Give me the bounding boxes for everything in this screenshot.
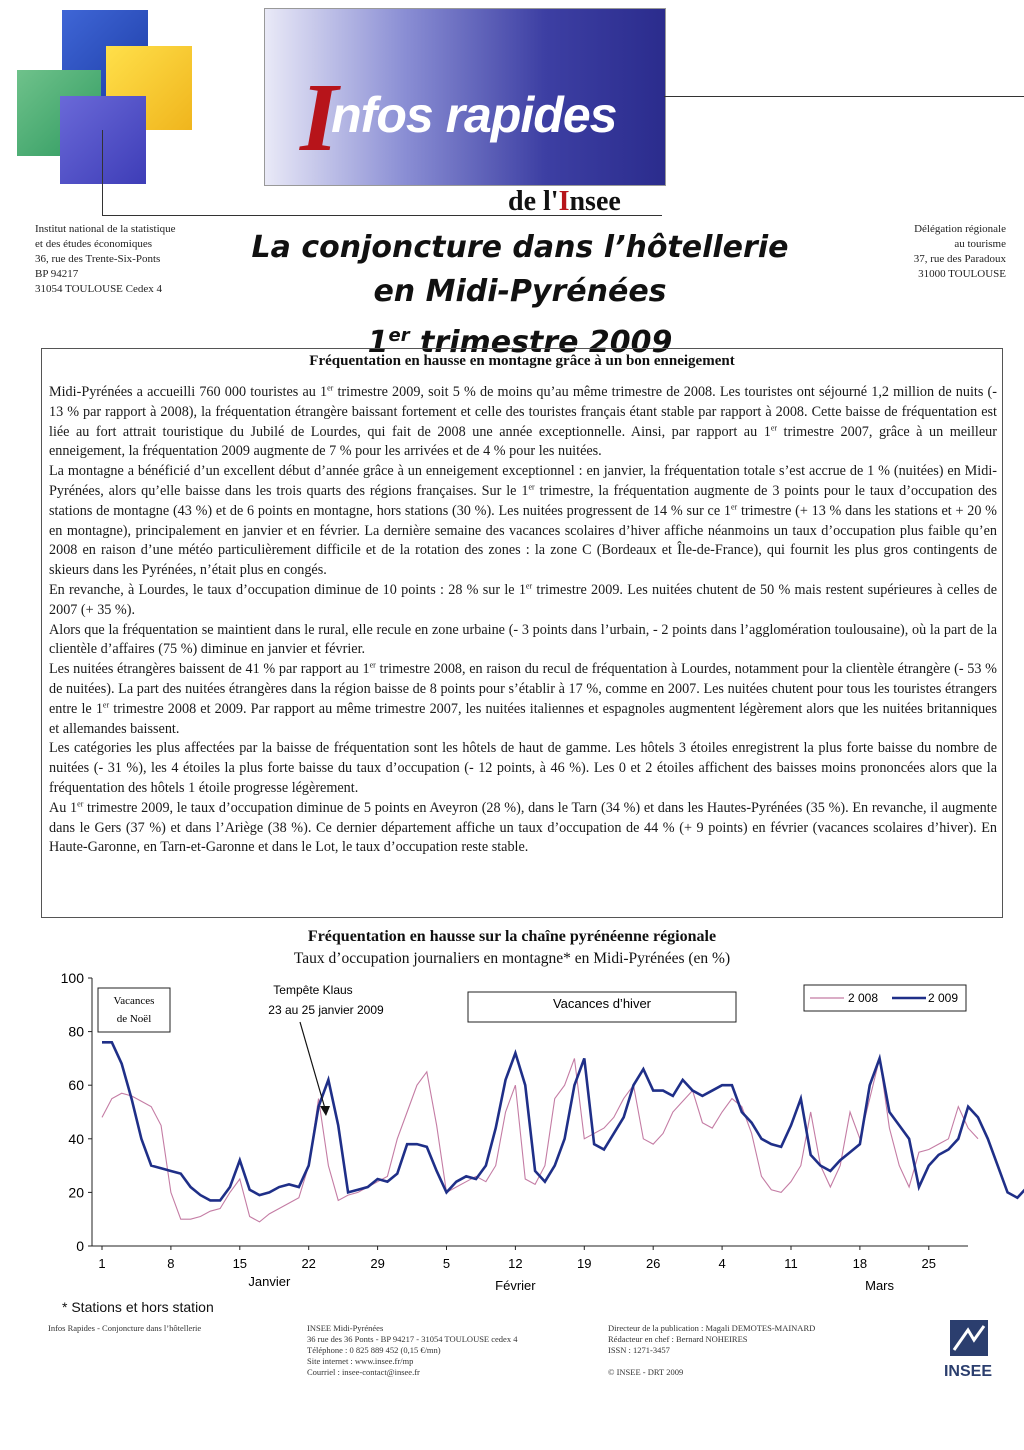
x-tick-label: 18 <box>852 1256 868 1271</box>
y-tick-label: 60 <box>68 1077 84 1094</box>
svg-text:INSEE: INSEE <box>943 1363 993 1380</box>
x-tick-label: 12 <box>508 1256 523 1271</box>
x-tick-label: 19 <box>577 1256 592 1271</box>
legend-label-2009: 2 009 <box>928 991 959 1005</box>
address-line: au tourisme <box>954 238 1006 250</box>
article-body <box>49 383 997 858</box>
annotation-noel: Vacances <box>113 995 155 1007</box>
y-tick-label: 80 <box>68 1023 84 1040</box>
article-box <box>41 348 1003 918</box>
article-paragraph: Les nuitées étrangères baissent de 41 % par rapport au 1er trimestre 2008, en raison du recul de fréquentation à Lourdes, notamment pour la clientèle étrangère (- 53 % de nuitées). La part des nuitées étrangères dans la région baisse de 8 points pour s’établir à 17 %, comme en 2007. Les nuitées chutent pour tous les touristes étrangers entre le 1er trimestre 2008 et 2009. Par rapport au même trimestre 2007, les nuitées italiennes et espagnoles augmentent légèrement alors que les nuitées britanniques et allemandes baissent. <box>49 660 997 737</box>
article-paragraph: Au 1er trimestre 2009, le taux d’occupation diminue de 5 points en Aveyron (28 %), dans le Tarn (34 %) et dans les Hautes-Pyrénées (35 %). En revanche, il augmente dans le Gers (37 %) et dans l’Ariège (38 %). Ce dernier département affiche un taux d’occupation de 44 % (+ 9 points) en février (vacances scolaires d’hiver). En Haute-Garonne, en Tarn-et-Garonne et dans le Lot, le taux d’occupation reste stable. <box>49 799 997 856</box>
footer-line: Téléphone : 0 825 889 452 (0,15 €/mn) <box>307 1345 441 1355</box>
month-label: Mars <box>865 1278 895 1293</box>
address-line: 31000 TOULOUSE <box>918 268 1006 280</box>
annotation-klaus: Tempête Klaus <box>273 983 353 997</box>
address-line: 37, rue des Paradoux <box>913 253 1006 265</box>
footer-line: Site internet : www.insee.fr/mp <box>307 1356 414 1366</box>
footer-line: Directeur de la publication : Magali DEMOTES-MAINARD <box>608 1323 816 1333</box>
footer-line: INSEE Midi-Pyrénées <box>307 1323 384 1333</box>
y-tick-label: 20 <box>68 1184 84 1201</box>
month-label: Février <box>495 1278 536 1293</box>
annotation-noel-line2: de Noël <box>116 1013 152 1025</box>
address-line: 31054 TOULOUSE Cedex 4 <box>35 283 163 295</box>
footer-credits <box>608 1323 898 1378</box>
article-paragraph: En revanche, à Lourdes, le taux d’occupation diminue de 10 points : 28 % sur le 1er trimestre 2009. Les nuitées chutent de 50 % mais restent supérieures à celles de 2007 (+ 35 %). <box>49 581 997 618</box>
annotation-hiver: Vacances d’hiver <box>552 996 652 1011</box>
article-paragraph: Alors que la fréquentation se maintient dans le rural, elle recule en zone urbaine (- 3 points dans l’urbain, - 2 points dans l’agglomération toulousaine), où la part de la clientèle d’affaires (75 %) diminue en janvier et février. <box>49 621 997 658</box>
x-tick-label: 25 <box>921 1256 937 1271</box>
address-line: Institut national de la statistique <box>35 223 176 235</box>
x-tick-label: 22 <box>301 1256 316 1271</box>
annotation-klaus-dates: 23 au 25 janvier 2009 <box>268 1003 384 1017</box>
month-label: Janvier <box>248 1274 291 1289</box>
series-line-2009 <box>102 1042 1024 1200</box>
header-divider-vertical <box>102 130 103 216</box>
banner-subtitle: de l'Insee <box>508 186 621 217</box>
tourism-delegation-address <box>860 222 1006 282</box>
footer-contact <box>307 1323 587 1378</box>
x-tick-label: 29 <box>370 1256 385 1271</box>
article-heading: Fréquentation en hausse en montagne grâce à un bon enneigement <box>309 353 735 369</box>
annotation-klaus-arrow <box>300 1022 326 1112</box>
x-tick-label: 26 <box>645 1256 661 1271</box>
y-tick-label: 100 <box>60 970 84 986</box>
legend-label-2008: 2 008 <box>848 991 879 1005</box>
insee-logo <box>934 1320 1002 1388</box>
footer-line: 36 rue des 36 Ponts - BP 94217 - 31054 TOULOUSE cedex 4 <box>307 1334 518 1344</box>
footer-line: Courriel : insee-contact@insee.fr <box>307 1367 420 1377</box>
x-tick-label: 15 <box>232 1256 248 1271</box>
footer-publication <box>48 1323 268 1334</box>
annotation-klaus-arrowhead <box>320 1106 330 1116</box>
logo-square-purple <box>60 96 146 184</box>
article-paragraph: Les catégories les plus affectées par la baisse de fréquentation sont les hôtels de haut de gamme. Les hôtels 3 étoiles enregistrent la plus forte baisse du nombre de nuitées (- 31 %), les 4 étoiles la plus forte baisse du taux d’occupation (- 12 points, à 46 %). Les 0 et 2 étoiles affichent des baisses moins prononcées alors que la fréquentation des hôtels 1 étoile progresse légèrement. <box>49 740 997 796</box>
page-title: La conjoncture dans l’hôtellerie en Midi-Pyrénées 1er trimestre 2009 <box>251 230 789 360</box>
y-tick-label: 0 <box>76 1238 84 1254</box>
chart-footnote: * Stations et hors station <box>62 1299 214 1315</box>
occupancy-line-chart <box>0 960 1024 1300</box>
y-tick-label: 40 <box>68 1130 84 1147</box>
banner-title: Infos rapides <box>300 64 617 172</box>
header-divider-right <box>664 96 1024 97</box>
insee-address <box>35 222 225 297</box>
x-tick-label: 8 <box>167 1256 175 1271</box>
address-line: BP 94217 <box>35 268 79 280</box>
footer-line: © INSEE - DRT 2009 <box>608 1367 684 1377</box>
series-line-2008 <box>102 1058 978 1221</box>
x-tick-label: 5 <box>442 1256 451 1271</box>
x-tick-label: 4 <box>718 1256 726 1271</box>
article-paragraph: Midi-Pyrénées a accueilli 760 000 touristes au 1er trimestre 2009, soit 5 % de moins qu’au même trimestre de 2008. Les touristes ont séjourné 1,2 million de nuits (- 13 % par rapport à 2008), la fréquentation étrangère baissant fortement et celle des touristes français étant stable par rapport à 2008. Cette baisse de fréquentation est liée au fort attrait touristique du Jubilé de Lourdes, qui fait de 2008 une année exceptionnelle. Ainsi, par rapport au 1er trimestre 2007, grâce à un meilleur enneigement, la fréquentation 2009 augmente de 7 % pour les arrivées et de 4 % pour les nuitées. <box>49 383 997 460</box>
chart-title: Fréquentation en hausse sur la chaîne pyrénéenne régionale <box>307 928 717 945</box>
chart-subtitle: Taux d’occupation journaliers en montagne* en Midi-Pyrénées (en %) <box>293 950 731 967</box>
x-tick-label: 11 <box>784 1256 798 1271</box>
address-line: 36, rue des Trente-Six-Ponts <box>35 253 161 265</box>
footer-line: Infos Rapides - Conjoncture dans l’hôtellerie <box>48 1323 202 1333</box>
article-paragraph: La montagne a bénéficié d’un excellent début d’année grâce à un enneigement exceptionnel : en janvier, la fréquentation totale s’est accrue de 1 % (nuitées) en Midi-Pyrénées, alors qu’elle baisse dans les trois quarts des régions françaises. Sur le 1er trimestre, la fréquentation augmente de 3 points pour le taux d’occupation des stations de montagne (43 %) et de 6 points en montagne, hors stations (30 %). Les nuitées progressent de 14 % sur ce 1er trimestre (+ 13 % dans les stations et + 20 % en montagne), principalement en janvier et en février. La dernière semaine des vacances scolaires d’hiver affiche néanmoins un taux d’occupation plus faible qu’en 2008 en raison d’une météo particulièrement difficile et de la rotation des zones : la zone C (Bordeaux et Île-de-France), qui fournit les plus gros contingents de skieurs dans les Pyrénées, n’était plus en congés. <box>49 463 998 579</box>
x-tick-label: 1 <box>98 1256 106 1271</box>
footer-line: Rédacteur en chef : Bernard NOHEIRES <box>608 1334 748 1344</box>
address-line: Délégation régionale <box>914 223 1006 235</box>
address-line: et des études économiques <box>35 238 152 250</box>
footer-line <box>608 1356 898 1367</box>
footer-line: ISSN : 1271-3457 <box>608 1345 670 1355</box>
